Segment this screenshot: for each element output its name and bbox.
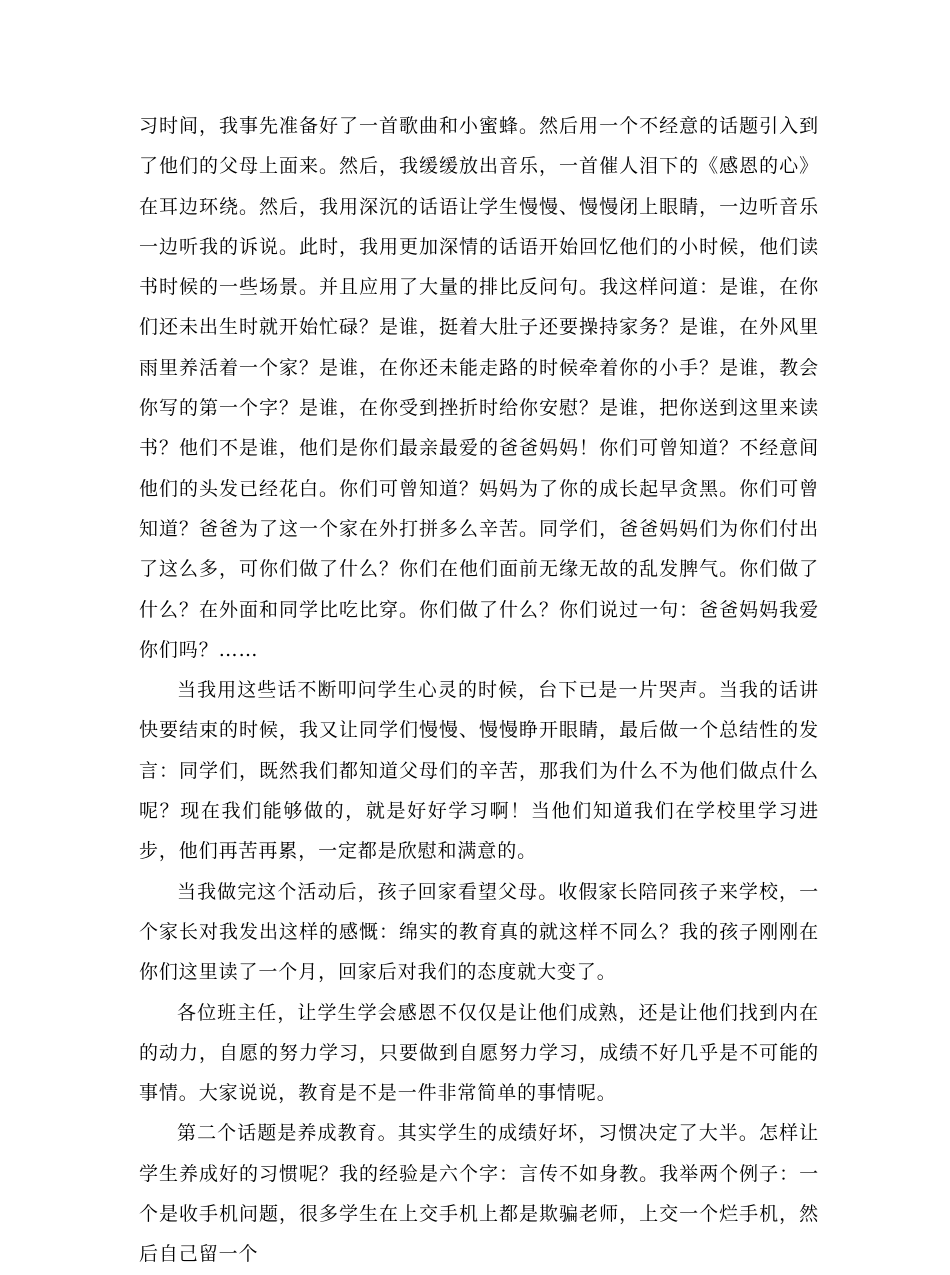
paragraph-continued: 习时间，我事先准备好了一首歌曲和小蜜蜂。然后用一个不经意的话题引入到了他们的父母上面来。然后，我缓缓放出音乐，一首催人泪下的《感恩的心》在耳边环绕。然后，我用深沉的话语让学生慢慢、慢慢闭上眼睛，一边听音乐一边听我的诉说。此时，我用更加深情的话语开始回忆他们的小时候，他们读书时候的一些场景。并且应用了大量的排比反问句。我这样问道：是谁，在你们还未出生时就开始忙碌？是谁，挺着大肚子还要操持家务？是谁，在外风里雨里养活着一个家？是谁，在你还未能走路的时候牵着你的小手？是谁，教会你写的第一个字？是谁，在你受到挫折时给你安慰？是谁，把你送到这里来读书？他们不是谁，他们是你们最亲最爱的爸爸妈妈！你们可曾知道？不经意间他们的头发已经花白。你们可曾知道？妈妈为了你的成长起早贪黑。你们可曾知道？爸爸为了这一个家在外打拼多么辛苦。同学们，爸爸妈妈们为你们付出了这么多，可你们做了什么？你们在他们面前无缘无故的乱发脾气。你们做了什么？在外面和同学比吃比穿。你们做了什么？你们说过一句：爸爸妈妈我爱你们吗？……: [139, 115, 819, 661]
paragraph-gratitude-conclusion: 各位班主任，让学生学会感恩不仅仅是让他们成熟，还是让他们找到内在的动力，自愿的努力学习，只要做到自愿努力学习，成绩不好几乎是不可能的事情。大家说说，教育是不是一件非常简单的事情呢。: [139, 1001, 819, 1105]
document-body: [139, 106, 819, 1275]
paragraph-parent-feedback: 当我做完这个活动后，孩子回家看望父母。收假家长陪同孩子来学校，一个家长对我发出这样的感慨：绵实的教育真的就这样不同么？我的孩子刚刚在你们这里读了一个月，回家后对我们的态度就大变了。: [139, 880, 819, 984]
paragraph-habit-education: 第二个话题是养成教育。其实学生的成绩好坏，习惯决定了大半。怎样让学生养成好的习惯呢？我的经验是六个字：言传不如身教。我举两个例子：一个是收手机问题，很多学生在上交手机上都是欺骗老师，上交一个烂手机，然后自己留一个: [139, 1122, 819, 1266]
paragraph-crying-response: 当我用这些话不断叩问学生心灵的时候，台下已是一片哭声。当我的话讲快要结束的时候，我又让同学们慢慢、慢慢睁开眼睛，最后做一个总结性的发言：同学们，既然我们都知道父母们的辛苦，那我们为什么不为他们做点什么呢？现在我们能够做的，就是好好学习啊！当他们知道我们在学校里学习进步，他们再苦再累，一定都是欣慰和满意的。: [139, 679, 819, 863]
